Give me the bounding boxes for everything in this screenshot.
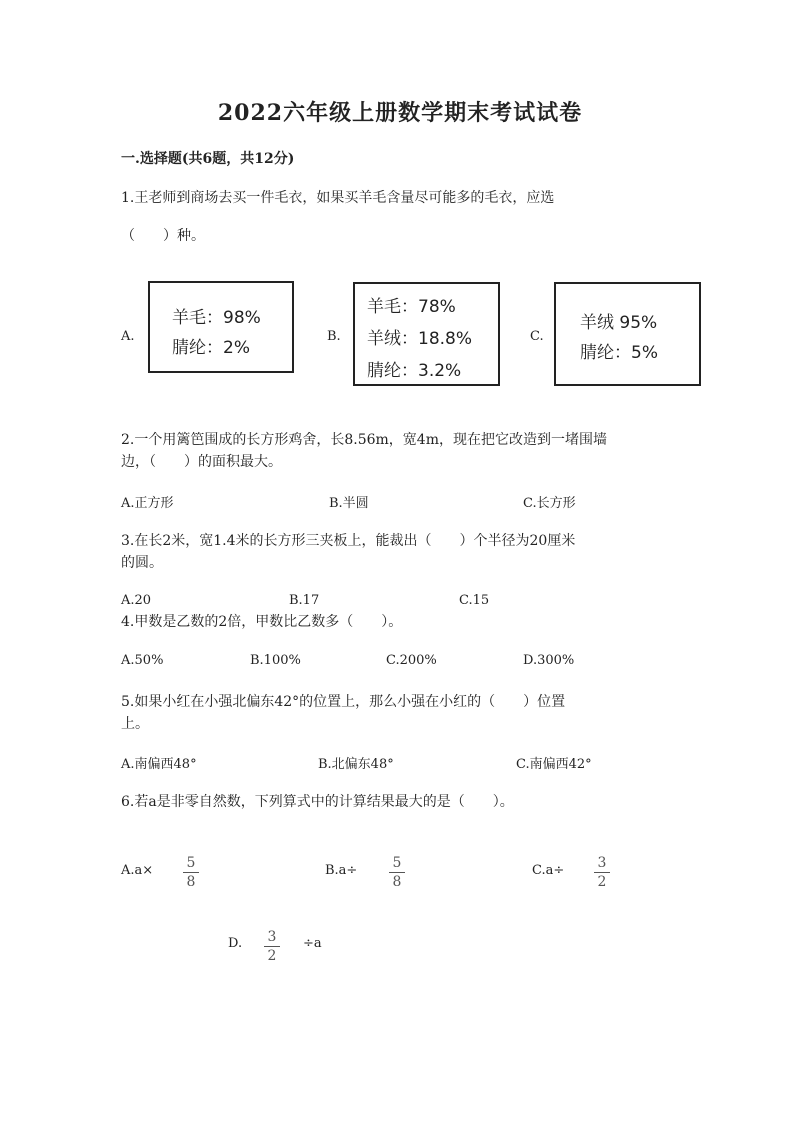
question-5-option-a: A.南偏西48°: [121, 757, 197, 772]
option-c-box-line1: 羊绒 95%: [580, 313, 658, 333]
question-2-option-a: A.正方形: [121, 496, 174, 511]
fraction-numerator: 5: [392, 855, 402, 871]
option-a-label: A.: [121, 329, 135, 344]
option-b-fiber-box: [353, 282, 500, 386]
question-4-text: 4.甲数是乙数的2倍，甲数比乙数多（ ）。: [121, 614, 403, 630]
question-3-text-line1: 3.在长2米，宽1.4米的长方形三夹板上，能裁出（ ）个半径为20厘米: [121, 533, 576, 549]
question-5-text-line1: 5.如果小红在小强北偏东42°的位置上，那么小强在小红的（ ）位置: [121, 694, 566, 710]
option-b-box-line3: 腈纶：3.2%: [367, 361, 462, 381]
question-4-option-d: D.300%: [523, 653, 575, 668]
question-6-option-c-fraction: [594, 855, 610, 890]
fraction-numerator: 3: [267, 929, 277, 945]
question-2-option-b: B.半圆: [329, 496, 369, 511]
option-c-label: C.: [530, 329, 544, 344]
fraction-bar: [264, 946, 280, 947]
question-4-option-a: A.50%: [121, 653, 164, 668]
question-6-option-d-prefix: D.: [228, 936, 243, 951]
fraction-bar: [183, 872, 199, 873]
question-3-text-line2: 的圆。: [121, 555, 163, 571]
option-a-fiber-box: [148, 281, 294, 373]
question-1-text-line1: 1.王老师到商场去买一件毛衣，如果买羊毛含量尽可能多的毛衣，应选: [121, 190, 555, 206]
question-3-option-b: B.17: [289, 593, 320, 608]
question-6-option-c-prefix: C.a÷: [532, 863, 565, 878]
question-2-text-line1: 2.一个用篱笆围成的长方形鸡舍，长8.56m，宽4m，现在把它改造到一堵围墙: [121, 432, 607, 448]
option-b-box-line2: 羊绒：18.8%: [367, 329, 473, 349]
question-2-text-line2: 边，（ ）的面积最大。: [121, 454, 282, 470]
question-6-text: 6.若a是非零自然数，下列算式中的计算结果最大的是（ ）。: [121, 794, 514, 810]
option-c-box-line2: 腈纶：5%: [580, 343, 658, 363]
question-2-option-c: C.长方形: [523, 496, 576, 511]
question-6-option-d-suffix: ÷a: [303, 936, 322, 951]
fraction-bar: [594, 872, 610, 873]
section-heading: 一.选择题(共6题，共12分): [121, 151, 295, 167]
fraction-numerator: 5: [186, 855, 196, 871]
question-6-option-d-fraction: [264, 929, 280, 964]
fraction-numerator: 3: [597, 855, 607, 871]
exam-title: 2022六年级上册数学期末考试试卷: [217, 100, 583, 126]
fraction-denominator: 8: [392, 874, 402, 890]
fraction-denominator: 2: [597, 874, 607, 890]
fraction-denominator: 8: [186, 874, 196, 890]
question-5-option-b: B.北偏东48°: [318, 757, 394, 772]
option-a-box-line1: 羊毛：98%: [172, 308, 261, 328]
option-a-box-line2: 腈纶：2%: [172, 338, 250, 358]
question-5-text-line2: 上。: [121, 716, 149, 732]
option-b-label: B.: [327, 329, 341, 344]
question-4-option-c: C.200%: [386, 653, 437, 668]
question-5-option-c: C.南偏西42°: [516, 757, 592, 772]
option-b-box-line1: 羊毛：78%: [367, 297, 456, 317]
fraction-bar: [389, 872, 405, 873]
question-6-option-a-prefix: A.a×: [121, 863, 154, 878]
question-6-option-b-fraction: [389, 855, 405, 890]
question-6-option-a-fraction: [183, 855, 199, 890]
question-1-text-line2: （ ）种。: [121, 228, 205, 244]
question-6-option-b-prefix: B.a÷: [325, 863, 358, 878]
question-3-option-a: A.20: [121, 593, 152, 608]
option-c-fiber-box: [554, 282, 701, 386]
question-4-option-b: B.100%: [250, 653, 301, 668]
fraction-denominator: 2: [267, 948, 277, 964]
question-3-option-c: C.15: [459, 593, 490, 608]
